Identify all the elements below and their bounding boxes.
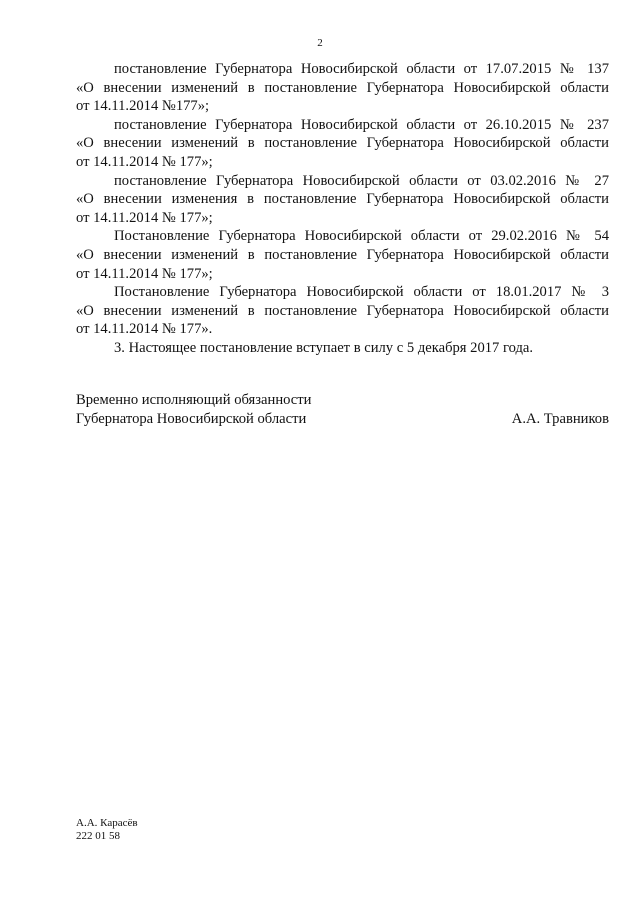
paragraph-line: от 14.11.2014 № 177». [76, 321, 213, 338]
paragraph-line: от 14.11.2014 № 177»; [76, 209, 213, 226]
page-number: 2 [317, 37, 323, 49]
executor-phone: 222 01 58 [76, 830, 120, 842]
paragraph-line: Постановление Губернатора Новосибирской области от 18.01.2017 № 3 [114, 284, 609, 301]
signature-block [76, 391, 609, 428]
document-body [76, 60, 609, 358]
paragraph-line: Постановление Губернатора Новосибирской области от 29.02.2016 № 54 [114, 228, 609, 245]
paragraph-line: от 14.11.2014 № 177»; [76, 153, 213, 170]
paragraph-line: постановление Губернатора Новосибирской области от 03.02.2016 № 27 [114, 172, 609, 189]
paragraph-line: «О внесении изменений в постановление Губернатора Новосибирской области [76, 302, 609, 319]
paragraph-line: «О внесении изменений в постановление Губернатора Новосибирской области [76, 246, 609, 263]
paragraph-line: «О внесении изменения в постановление Губернатора Новосибирской области [76, 191, 609, 208]
signatory-name: А.А. Травников [511, 410, 609, 427]
paragraph-line: от 14.11.2014 № 177»; [76, 265, 213, 282]
paragraph-line: от 14.11.2014 №177»; [76, 98, 210, 115]
signature-row [76, 410, 609, 429]
paragraph-line: постановление Губернатора Новосибирской области от 17.07.2015 № 137 [114, 61, 609, 77]
paragraph-line: «О внесении изменений в постановление Губернатора Новосибирской области [76, 135, 609, 152]
effective-date-clause: 3. Настоящее постановление вступает в силу с 5 декабря 2017 года. [114, 339, 534, 356]
executor-footer [76, 817, 138, 843]
decree-paragraph-2 [76, 116, 609, 172]
signatory-position-line-1: Временно исполняющий обязанности [76, 392, 312, 408]
decree-paragraph-4 [76, 227, 609, 283]
signatory-position-line-2: Губернатора Новосибирской области [76, 410, 307, 427]
paragraph-line: «О внесении изменений в постановление Губернатора Новосибирской области [76, 79, 609, 96]
paragraph-line: постановление Губернатора Новосибирской области от 26.10.2015 № 237 [114, 116, 609, 133]
decree-paragraph-3 [76, 172, 609, 228]
executor-name: А.А. Карасёв [76, 817, 138, 829]
decree-paragraph-5 [76, 283, 609, 339]
decree-paragraph-1 [76, 60, 609, 116]
